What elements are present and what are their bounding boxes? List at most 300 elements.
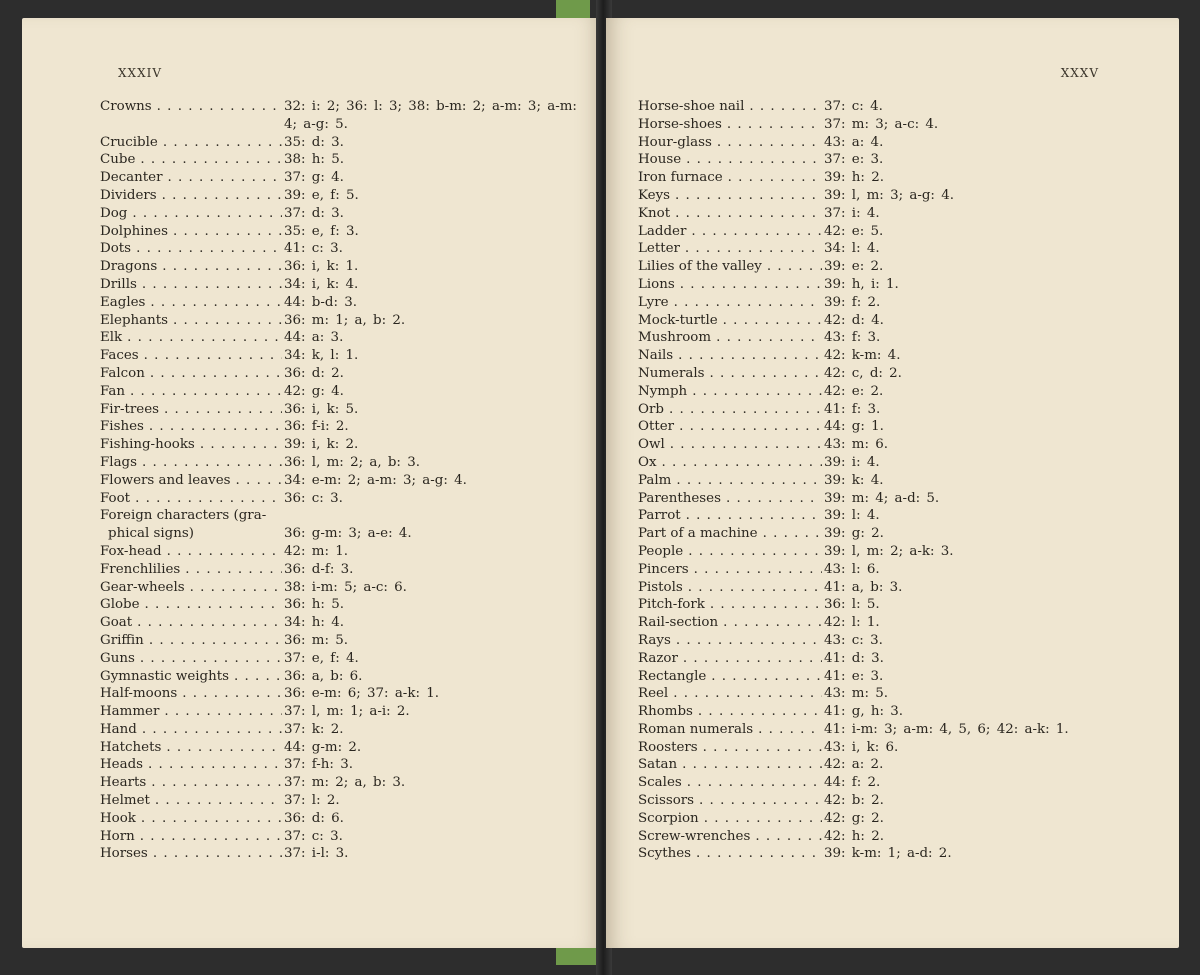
index-entry xyxy=(638,383,1158,401)
index-term-text: Horn xyxy=(100,829,138,844)
index-entry xyxy=(100,507,620,525)
index-term xyxy=(100,151,282,169)
index-entry xyxy=(638,828,1158,846)
index-refs: 39: h, i: 1. xyxy=(824,276,899,292)
index-term-text: Screw-wrenches xyxy=(638,829,753,844)
index-entry xyxy=(100,401,620,419)
index-entry xyxy=(100,774,620,792)
index-entry xyxy=(100,845,620,863)
index-refs: 36: m: 1; a, b: 2. xyxy=(284,312,406,328)
index-term-text: Crowns xyxy=(100,99,155,114)
index-term-text: Fishing-hooks xyxy=(100,437,198,452)
index-term xyxy=(100,294,282,312)
index-refs: 44: g: 1. xyxy=(824,419,884,435)
index-term-text: Palm xyxy=(638,473,674,488)
index-term-text: Dividers xyxy=(100,188,160,203)
index-term xyxy=(100,169,282,187)
index-refs: 39: g: 2. xyxy=(824,526,884,542)
index-refs: 43: f: 3. xyxy=(824,330,881,346)
index-term-text: Ladder xyxy=(638,224,689,239)
index-entry xyxy=(638,507,1158,525)
index-entry xyxy=(638,294,1158,312)
index-refs: 36: c: 3. xyxy=(284,490,343,506)
index-entry xyxy=(100,596,620,614)
index-term-text: Iron furnace xyxy=(638,170,726,185)
index-term-text: Flags xyxy=(100,455,140,470)
index-term xyxy=(100,810,282,828)
index-refs: 36: a, b: 6. xyxy=(284,668,363,684)
index-entry xyxy=(100,490,620,508)
index-term-text: Rays xyxy=(638,633,674,648)
index-refs: 37: g: 4. xyxy=(284,170,344,186)
index-term-text: Elephants xyxy=(100,313,171,328)
index-term-text: Hour-glass xyxy=(638,135,715,150)
index-entry xyxy=(638,312,1158,330)
index-term-text: Horse-shoes xyxy=(638,117,725,132)
index-term xyxy=(638,365,822,383)
index-term xyxy=(638,240,822,258)
index-term-text: Letter xyxy=(638,241,683,256)
index-entry xyxy=(100,721,620,739)
index-term xyxy=(638,98,822,116)
index-term xyxy=(638,632,822,650)
index-term-text: Dots xyxy=(100,241,134,256)
index-entry xyxy=(100,294,620,312)
index-term xyxy=(100,845,282,863)
index-term-text: Hand xyxy=(100,722,140,737)
index-refs: 41: e: 3. xyxy=(824,668,884,684)
index-term xyxy=(100,276,282,294)
index-refs xyxy=(269,507,271,525)
index-term-text: Parrot xyxy=(638,508,684,523)
right-page xyxy=(606,18,1179,948)
index-refs: 42: e: 5. xyxy=(824,223,884,239)
index-term-text: Heads xyxy=(100,757,146,772)
index-refs: 43: i, k: 6. xyxy=(824,739,899,755)
index-refs: 37: m: 2; a, b: 3. xyxy=(284,775,406,791)
index-refs: 39: f: 2. xyxy=(824,294,881,310)
index-entry xyxy=(638,685,1158,703)
index-term xyxy=(100,134,282,152)
index-refs: 36: g-m: 3; a-e: 4. xyxy=(284,526,412,542)
index-entry xyxy=(638,579,1158,597)
index-refs: 38: i-m: 5; a-c: 6. xyxy=(284,579,407,595)
index-entry xyxy=(100,454,620,472)
index-term xyxy=(638,294,822,312)
index-refs: 36: d-f: 3. xyxy=(284,561,354,577)
index-entry xyxy=(100,258,620,276)
index-refs: 39: k-m: 1; a-d: 2. xyxy=(824,846,952,862)
index-term xyxy=(638,828,822,846)
index-refs: 43: m: 5. xyxy=(824,686,889,702)
index-term-text: Keys xyxy=(638,188,673,203)
index-entry xyxy=(100,169,620,187)
index-refs: 41: d: 3. xyxy=(824,650,884,666)
index-entry xyxy=(638,472,1158,490)
index-term-text: Drills xyxy=(100,277,140,292)
index-term-text: Pistols xyxy=(638,580,686,595)
index-refs: 42: k-m: 4. xyxy=(824,348,901,364)
index-term-text: Horse-shoe nail xyxy=(638,99,747,114)
index-term-text: Nails xyxy=(638,348,676,363)
index-term-text: Mushroom xyxy=(638,330,714,345)
index-entry xyxy=(638,792,1158,810)
index-term xyxy=(100,258,282,276)
index-term xyxy=(100,472,282,490)
index-term xyxy=(638,596,822,614)
index-entry xyxy=(638,240,1158,258)
index-refs: 37: i: 4. xyxy=(824,205,880,221)
index-term-text: Scythes xyxy=(638,846,694,861)
index-term-text: Cube xyxy=(100,152,138,167)
index-term-text: Lyre xyxy=(638,295,672,310)
index-refs: 39: i, k: 2. xyxy=(284,437,359,453)
index-term xyxy=(100,401,282,419)
index-term-text: Hammer xyxy=(100,704,162,719)
index-term xyxy=(638,810,822,828)
index-term-text: House xyxy=(638,152,684,167)
index-term xyxy=(100,329,282,347)
index-term xyxy=(638,205,822,223)
index-entry xyxy=(638,614,1158,632)
index-term xyxy=(100,561,282,579)
index-term-text: Pitch-fork xyxy=(638,597,708,612)
index-term-text: Reel xyxy=(638,686,671,701)
index-refs: 42: d: 4. xyxy=(824,312,884,328)
index-term xyxy=(100,828,282,846)
index-refs: 36: h: 5. xyxy=(284,597,344,613)
index-entry xyxy=(638,436,1158,454)
index-term-text: Parentheses xyxy=(638,491,724,506)
index-term-text: Eagles xyxy=(100,295,148,310)
right-page-number: XXXV xyxy=(1060,66,1099,80)
index-term xyxy=(638,472,822,490)
index-term xyxy=(100,596,282,614)
index-term xyxy=(638,507,822,525)
index-entry xyxy=(638,756,1158,774)
index-term xyxy=(638,329,822,347)
index-term xyxy=(638,401,822,419)
index-entry xyxy=(100,418,620,436)
index-term xyxy=(638,668,822,686)
index-term-text: Owl xyxy=(638,437,668,452)
index-entry xyxy=(638,703,1158,721)
spine-ribbon-top xyxy=(556,0,590,18)
index-term-text: Ox xyxy=(638,455,660,470)
index-term xyxy=(100,347,282,365)
index-entry xyxy=(638,810,1158,828)
index-term xyxy=(638,739,822,757)
index-refs: 37: k: 2. xyxy=(284,721,344,737)
index-entry xyxy=(638,525,1158,543)
index-refs: 36: m: 5. xyxy=(284,632,349,648)
index-refs: 35: d: 3. xyxy=(284,134,344,150)
index-entry xyxy=(100,561,620,579)
index-entry xyxy=(100,739,620,757)
index-term-text: Gear-wheels xyxy=(100,580,188,595)
index-entry xyxy=(100,312,620,330)
index-term xyxy=(100,205,282,223)
index-refs: 42: c, d: 2. xyxy=(824,365,902,381)
index-term-text: Pincers xyxy=(638,562,692,577)
index-term-text: Griffin xyxy=(100,633,147,648)
index-entry xyxy=(638,650,1158,668)
index-term xyxy=(100,739,282,757)
index-term xyxy=(100,490,282,508)
index-refs: 36: i, k: 1. xyxy=(284,259,359,275)
index-refs: 39: l, m: 3; a-g: 4. xyxy=(824,187,954,203)
index-entry xyxy=(100,614,620,632)
index-entry xyxy=(638,632,1158,650)
index-term xyxy=(100,668,282,686)
index-term xyxy=(100,365,282,383)
index-entry xyxy=(100,472,620,490)
left-page-number: XXXIV xyxy=(118,66,163,80)
index-entry xyxy=(100,205,620,223)
index-term xyxy=(638,490,822,508)
index-refs: 42: b: 2. xyxy=(824,793,884,809)
index-term xyxy=(100,614,282,632)
index-term xyxy=(100,507,269,525)
index-term-text: Numerals xyxy=(638,366,708,381)
index-entry xyxy=(100,240,620,258)
index-entry xyxy=(100,151,620,169)
index-term-text: Fir-trees xyxy=(100,402,162,417)
index-entry xyxy=(638,151,1158,169)
index-term xyxy=(638,169,822,187)
index-refs: 32: i: 2; 36: l: 3; 38: b-m: 2; a-m: 3; a-m: 4; a-g: 5. xyxy=(284,99,577,132)
index-term-text: Half-moons xyxy=(100,686,180,701)
index-term-text: Satan xyxy=(638,757,680,772)
index-term-text: Scorpion xyxy=(638,811,702,826)
index-refs: 37: e, f: 4. xyxy=(284,650,359,666)
index-refs: 39: m: 4; a-d: 5. xyxy=(824,490,940,506)
index-refs: 36: d: 6. xyxy=(284,810,344,826)
index-refs: 41: i-m: 3; a-m: 4, 5, 6; 42: a-k: 1. xyxy=(824,721,1069,737)
index-term xyxy=(638,418,822,436)
index-term xyxy=(638,774,822,792)
index-refs: 36: e-m: 6; 37: a-k: 1. xyxy=(284,686,439,702)
index-term-text: Roman numerals xyxy=(638,722,756,737)
index-refs: 37: l, m: 1; a-i: 2. xyxy=(284,704,410,720)
index-entry xyxy=(100,525,620,543)
index-term-text: People xyxy=(638,544,686,559)
index-term-text: Guns xyxy=(100,651,138,666)
index-entry xyxy=(638,739,1158,757)
index-entry xyxy=(638,205,1158,223)
index-entry xyxy=(100,383,620,401)
index-term xyxy=(638,579,822,597)
index-entry xyxy=(638,258,1158,276)
index-entry xyxy=(638,347,1158,365)
index-entry xyxy=(638,668,1158,686)
index-refs: 42: e: 2. xyxy=(824,383,884,399)
index-entry xyxy=(100,134,620,152)
index-term xyxy=(100,98,282,134)
index-refs: 41: c: 3. xyxy=(284,241,343,257)
index-refs: 39: h: 2. xyxy=(824,170,884,186)
index-term-text: Otter xyxy=(638,419,677,434)
index-term-text: Frenchlilies xyxy=(100,562,183,577)
index-entry xyxy=(100,792,620,810)
index-term xyxy=(100,223,282,241)
index-term-text: Dragons xyxy=(100,259,160,274)
index-term xyxy=(100,418,282,436)
index-entry xyxy=(638,116,1158,134)
index-refs: 39: e: 2. xyxy=(824,259,884,275)
index-refs: 36: l, m: 2; a, b: 3. xyxy=(284,454,420,470)
index-refs: 41: g, h: 3. xyxy=(824,704,904,720)
index-entry xyxy=(638,98,1158,116)
index-term xyxy=(638,116,822,134)
index-refs: 42: h: 2. xyxy=(824,828,884,844)
right-index-list xyxy=(638,98,1158,863)
index-entry xyxy=(638,561,1158,579)
index-entry xyxy=(100,703,620,721)
index-term-text: Flowers and leaves xyxy=(100,473,234,488)
index-entry xyxy=(100,223,620,241)
index-term-text: Orb xyxy=(638,402,667,417)
left-page xyxy=(22,18,602,948)
index-refs: 34: e-m: 2; a-m: 3; a-g: 4. xyxy=(284,472,467,488)
index-entry xyxy=(100,579,620,597)
index-term-text: Decanter xyxy=(100,170,165,185)
index-term xyxy=(100,383,282,401)
index-refs: 43: l: 6. xyxy=(824,561,880,577)
index-refs: 39: k: 4. xyxy=(824,472,884,488)
index-term xyxy=(638,151,822,169)
index-term-text: Part of a machine xyxy=(638,526,761,541)
index-term-text: Elk xyxy=(100,330,125,345)
index-term xyxy=(100,756,282,774)
index-refs: 37: f-h: 3. xyxy=(284,757,353,773)
index-term-text: Hearts xyxy=(100,775,149,790)
index-term-text: Globe xyxy=(100,597,143,612)
index-refs: 44: f: 2. xyxy=(824,775,881,791)
index-term xyxy=(638,561,822,579)
index-term-text: Foreign characters (gra- xyxy=(100,508,269,523)
index-entry xyxy=(100,187,620,205)
index-term xyxy=(638,792,822,810)
index-refs: 34: i, k: 4. xyxy=(284,276,359,292)
index-entry xyxy=(638,329,1158,347)
index-term xyxy=(638,543,822,561)
index-entry xyxy=(100,543,620,561)
index-term xyxy=(100,240,282,258)
index-entry xyxy=(100,810,620,828)
index-entry xyxy=(638,774,1158,792)
index-refs: 37: d: 3. xyxy=(284,205,344,221)
index-term-text: Lilies of the valley xyxy=(638,259,765,274)
index-term-text: Falcon xyxy=(100,366,148,381)
index-term-text: Crucible xyxy=(100,135,161,150)
left-index-list xyxy=(100,98,620,863)
index-entry xyxy=(100,365,620,383)
index-refs: 43: c: 3. xyxy=(824,632,883,648)
index-refs: 41: f: 3. xyxy=(824,401,881,417)
index-term-text: Hook xyxy=(100,811,139,826)
index-entry xyxy=(100,685,620,703)
index-entry xyxy=(100,276,620,294)
index-refs: 42: g: 4. xyxy=(284,383,344,399)
index-refs: 42: a: 2. xyxy=(824,757,884,773)
spine-ribbon-bottom xyxy=(556,945,596,965)
index-term xyxy=(100,792,282,810)
index-term xyxy=(100,703,282,721)
index-term-text: Faces xyxy=(100,348,142,363)
index-entry xyxy=(638,490,1158,508)
index-entry xyxy=(100,347,620,365)
index-refs: 36: i, k: 5. xyxy=(284,401,359,417)
index-term-text: Rail-section xyxy=(638,615,721,630)
index-entry xyxy=(638,721,1158,739)
index-refs: 34: h: 4. xyxy=(284,615,344,631)
index-term xyxy=(638,614,822,632)
index-term-text: Rhombs xyxy=(638,704,696,719)
index-refs: 44: a: 3. xyxy=(284,330,344,346)
index-term xyxy=(638,383,822,401)
index-term-text: Rectangle xyxy=(638,669,709,684)
index-term-text: Fan xyxy=(100,384,128,399)
index-refs: 36: f-i: 2. xyxy=(284,419,349,435)
index-refs: 37: m: 3; a-c: 4. xyxy=(824,116,939,132)
index-refs: 37: c: 3. xyxy=(284,828,343,844)
index-entry xyxy=(100,668,620,686)
index-refs: 43: a: 4. xyxy=(824,134,884,150)
index-entry xyxy=(638,596,1158,614)
index-term xyxy=(638,650,822,668)
index-entry xyxy=(638,365,1158,383)
index-term-text: Scissors xyxy=(638,793,697,808)
index-term xyxy=(638,685,822,703)
index-term-text: phical signs) xyxy=(100,526,197,541)
index-term-text: Foot xyxy=(100,491,133,506)
index-term xyxy=(638,756,822,774)
index-refs: 37: i-l: 3. xyxy=(284,846,349,862)
index-term xyxy=(100,632,282,650)
index-term xyxy=(100,721,282,739)
index-term-text: Nymph xyxy=(638,384,690,399)
index-term xyxy=(100,543,282,561)
index-term xyxy=(100,187,282,205)
index-term xyxy=(100,312,282,330)
index-refs: 36: d: 2. xyxy=(284,365,344,381)
index-term xyxy=(100,774,282,792)
index-refs: 37: c: 4. xyxy=(824,99,883,114)
index-term-text: Knot xyxy=(638,206,673,221)
index-term-text: Horses xyxy=(100,846,151,861)
index-refs: 42: m: 1. xyxy=(284,543,349,559)
index-refs: 39: l: 4. xyxy=(824,508,880,524)
index-refs: 42: l: 1. xyxy=(824,615,880,631)
index-refs: 41: a, b: 3. xyxy=(824,579,903,595)
index-refs: 37: e: 3. xyxy=(824,152,884,168)
index-term xyxy=(638,525,822,543)
index-refs: 39: i: 4. xyxy=(824,454,880,470)
index-refs: 37: l: 2. xyxy=(284,793,340,809)
index-refs: 36: l: 5. xyxy=(824,597,880,613)
index-term xyxy=(638,347,822,365)
index-term-text: Hatchets xyxy=(100,740,164,755)
index-term-text: Fishes xyxy=(100,419,147,434)
index-entry xyxy=(638,169,1158,187)
index-refs: 34: k, l: 1. xyxy=(284,348,359,364)
index-refs: 38: h: 5. xyxy=(284,152,344,168)
index-term xyxy=(638,436,822,454)
index-term xyxy=(100,525,282,543)
index-entry xyxy=(638,276,1158,294)
index-refs: 39: l, m: 2; a-k: 3. xyxy=(824,543,954,559)
